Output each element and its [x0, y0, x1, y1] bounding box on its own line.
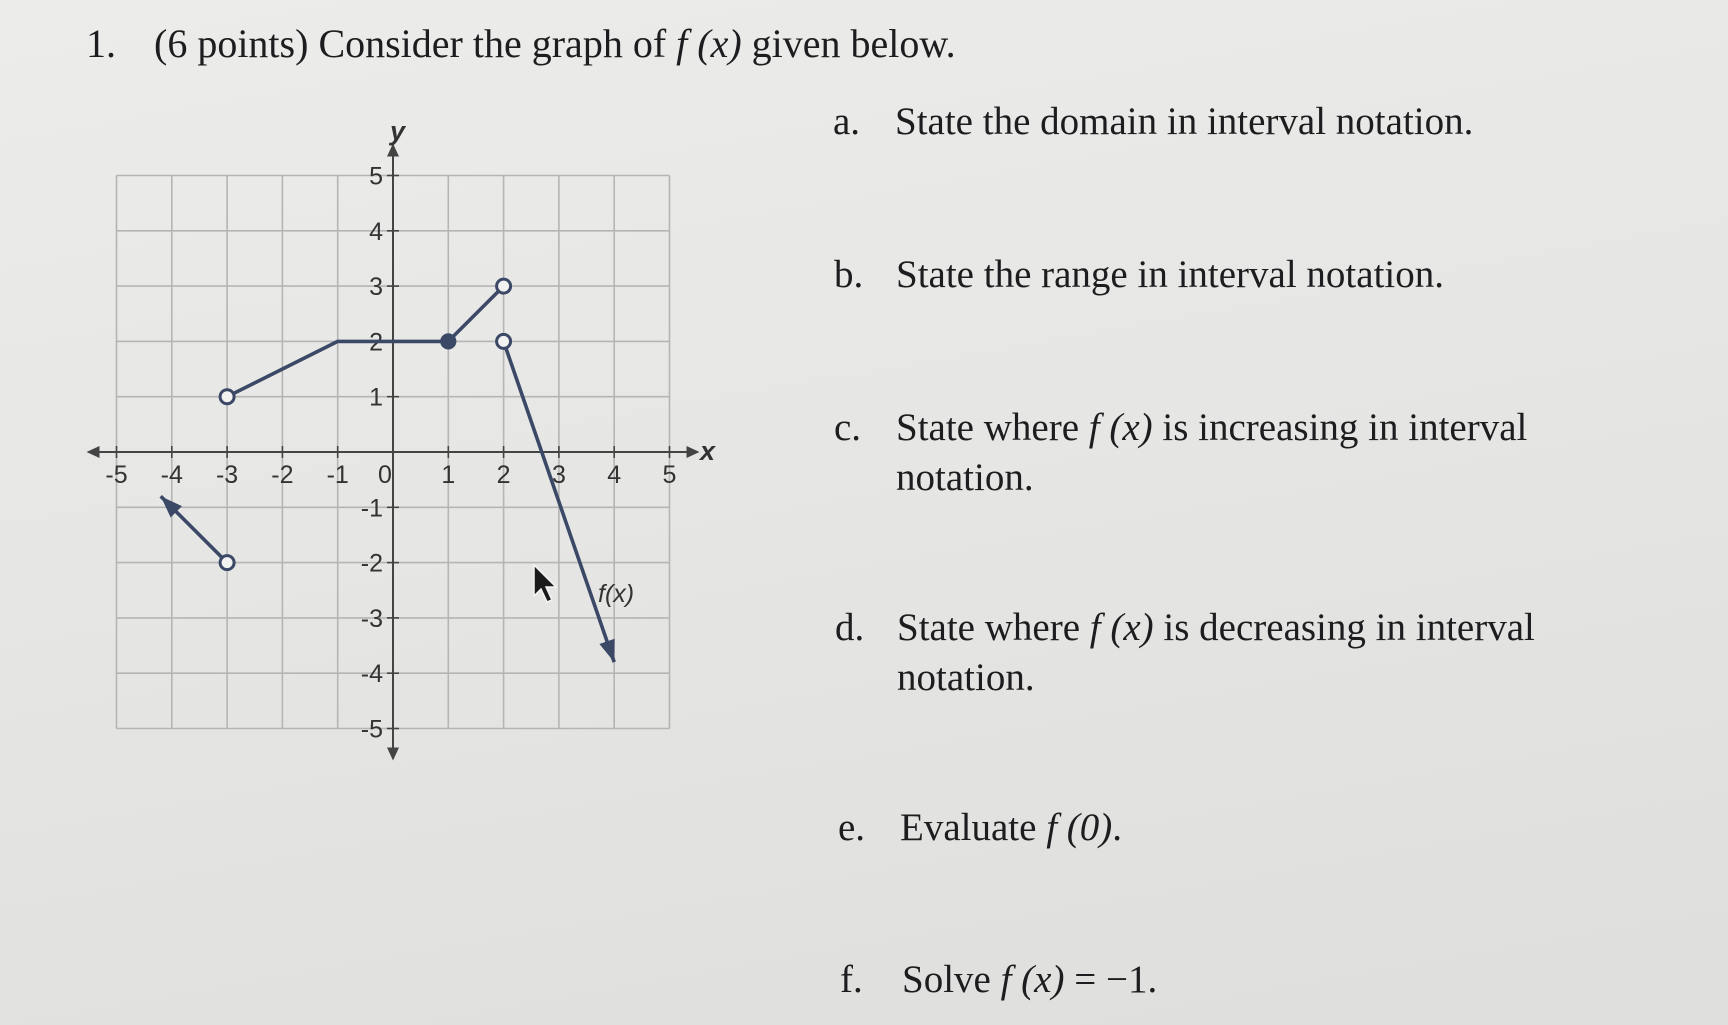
x-tick-label: -2: [271, 461, 294, 489]
y-tick-label: -2: [360, 549, 383, 578]
curve-ray-left-end-open-point: [220, 556, 234, 570]
part-e-letter: e.: [838, 806, 866, 849]
curve-segment-rising-start-open-point: [220, 390, 234, 404]
part-d-text-after: is decreasing in interval: [1163, 606, 1535, 649]
part-c-function: f (x): [1088, 406, 1153, 449]
x-axis-arrow-left-icon: [87, 446, 100, 458]
question-prompt-after: given below.: [751, 21, 956, 66]
part-c-text: [896, 403, 1527, 503]
part-c-text-after: is increasing in interval: [1162, 406, 1528, 449]
part-b-text: State the range in interval notation.: [896, 253, 1444, 296]
part-d-text-before: State where: [897, 606, 1081, 649]
part-f-text: [902, 955, 1157, 1005]
curve-ray-down-start-open-point: [497, 334, 511, 348]
part-c-text-before: State where: [896, 406, 1080, 449]
part-d-letter: d.: [835, 606, 865, 649]
axes: [87, 144, 700, 761]
question-points: (6 points): [154, 21, 309, 66]
y-tick-label: 5: [369, 162, 383, 191]
curve-segment-up: [448, 286, 503, 341]
x-tick-label: -5: [105, 461, 128, 489]
question-number: 1.: [86, 21, 116, 66]
x-axis-label: x: [700, 436, 716, 466]
curve-ray-down-end-arrow-icon: [599, 639, 614, 662]
y-tick-label: 3: [369, 273, 383, 302]
part-b-letter: b.: [834, 253, 864, 296]
y-axis-label: y: [390, 116, 406, 146]
y-tick-label: 2: [369, 328, 383, 357]
part-f-letter: f.: [840, 958, 863, 1001]
x-axis-arrow-icon: [687, 446, 700, 458]
function-label: f(x): [598, 580, 635, 608]
mouse-cursor-icon: [534, 565, 556, 602]
part-a-text: State the domain in interval notation.: [895, 100, 1474, 143]
x-tick-label: 2: [496, 461, 511, 489]
x-tick-label: 1: [441, 461, 456, 489]
y-tick-label: -3: [360, 604, 383, 633]
question-function: f (x): [676, 21, 742, 66]
part-d-line2: notation.: [897, 656, 1035, 699]
y-tick-label: -4: [360, 660, 383, 689]
x-tick-label: -4: [160, 461, 183, 489]
curve-segment-up-start-closed-point: [441, 334, 455, 348]
part-e-function: f (0): [1046, 806, 1113, 849]
part-c-line2: notation.: [896, 456, 1034, 499]
y-tick-label: -5: [360, 715, 383, 744]
x-tick-label: -1: [326, 461, 349, 489]
part-e-text-after: .: [1112, 806, 1122, 849]
x-tick-label: 0: [378, 461, 392, 489]
part-f-text-after: = −1.: [1074, 958, 1158, 1001]
part-d-function: f (x): [1089, 606, 1154, 649]
part-a-letter: a.: [833, 100, 861, 143]
part-f-function: f (x): [1000, 958, 1065, 1001]
curve-segment-up-end-open-point: [497, 279, 511, 293]
part-d-text: [897, 603, 1535, 703]
x-tick-label: 5: [662, 461, 677, 489]
part-e-text: [900, 803, 1122, 853]
part-f-text-before: Solve: [902, 958, 991, 1001]
x-tick-label: 3: [551, 461, 566, 489]
y-axis-arrow-down-icon: [387, 748, 399, 761]
part-e-text-before: Evaluate: [900, 806, 1037, 849]
y-tick-label: 1: [369, 383, 383, 412]
x-tick-label: -3: [215, 461, 239, 489]
part-c-letter: c.: [834, 406, 862, 449]
question-prompt-before: Consider the graph of: [318, 21, 667, 66]
y-tick-label: 4: [369, 217, 383, 246]
x-tick-label: 4: [607, 461, 622, 489]
y-tick-label: -1: [360, 494, 383, 523]
